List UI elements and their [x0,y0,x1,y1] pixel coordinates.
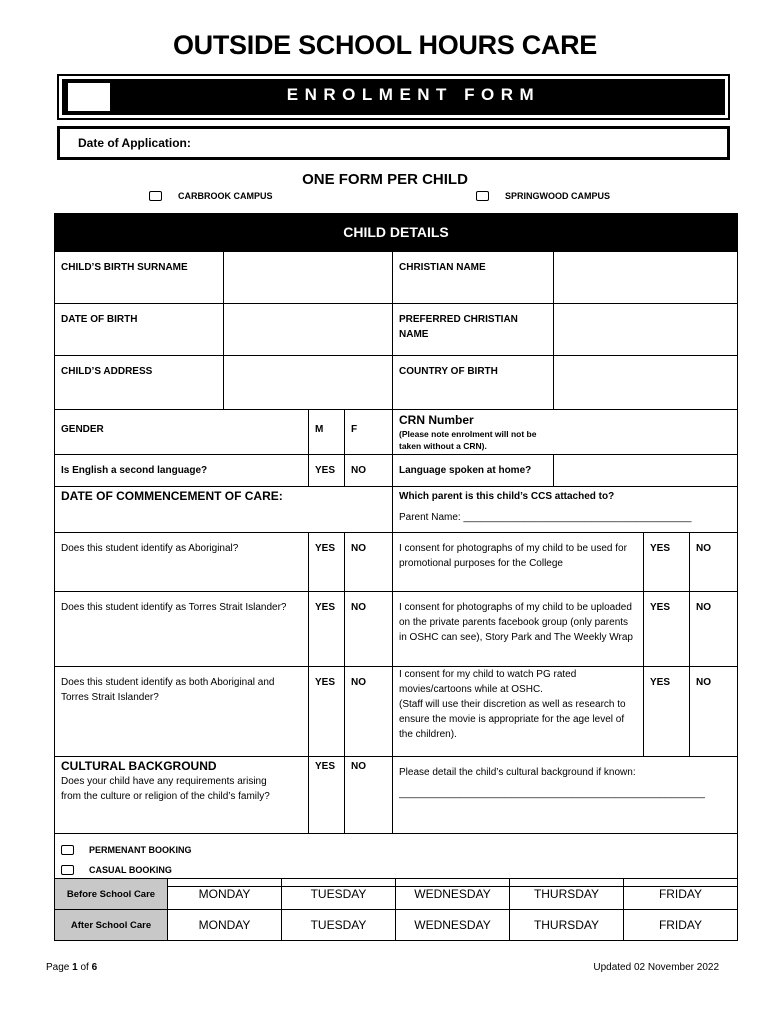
consent-movies-no[interactable]: NO [690,667,738,757]
crn-note: (Please note enrolment will not be taken without a CRN). [399,429,537,451]
cultural-question: Does your child have any requirements arising from the culture or religion of the child’s family? [61,776,270,802]
consent-facebook-yes[interactable]: YES [644,592,690,667]
enrolment-banner [57,74,730,120]
dob-input[interactable] [224,304,393,356]
gender-m-option[interactable]: M [309,410,345,455]
english-yes[interactable]: YES [309,455,345,487]
preferred-name-label: PREFERRED CHRISTIAN NAME [393,304,554,356]
language-home-input[interactable] [554,455,738,487]
consent-promo-no[interactable]: NO [690,533,738,592]
page-prefix: Page [46,962,73,973]
both-question: Does this student identify as both Aboriginal and Torres Strait Islander? [55,667,309,757]
consent-movies-note: (Staff will use their discretion as well as research to ensure the movie is appropriate for the age level of the children). [399,699,626,740]
preferred-name-input[interactable] [554,304,738,356]
campus-springwood[interactable] [476,191,610,201]
banner-title: ENROLMENT FORM [286,85,541,104]
springwood-checkbox[interactable] [476,191,489,201]
campus-carbrook[interactable] [149,191,273,201]
torres-question: Does this student identify as Torres Strait Islander? [55,592,309,667]
consent-movies-yes[interactable]: YES [644,667,690,757]
before-friday[interactable]: FRIDAY [624,879,738,910]
care-schedule-table [54,878,738,941]
page-of: of [77,962,92,973]
consent-promo-yes[interactable]: YES [644,533,690,592]
before-thursday[interactable]: THURSDAY [510,879,624,910]
crn-label: CRN Number [399,413,474,427]
after-school-label: After School Care [55,910,168,941]
christian-name-input[interactable] [554,252,738,304]
child-details-table [54,213,738,887]
cultural-yes[interactable]: YES [309,757,345,834]
casual-booking-checkbox[interactable] [61,865,74,875]
cultural-detail-line[interactable]: _______________________________________________________ [399,788,705,799]
birth-surname-input[interactable] [224,252,393,304]
christian-name-label: CHRISTIAN NAME [393,252,554,304]
casual-booking-label: CASUAL BOOKING [89,864,172,875]
after-monday[interactable]: MONDAY [168,910,282,941]
gender-label: GENDER [55,410,309,455]
after-wednesday[interactable]: WEDNESDAY [396,910,510,941]
before-school-label: Before School Care [55,879,168,910]
form-title: OUTSIDE SCHOOL HOURS CARE [172,30,598,60]
after-friday[interactable]: FRIDAY [624,910,738,941]
before-school-row [55,879,738,910]
both-yes[interactable]: YES [309,667,345,757]
torres-yes[interactable]: YES [309,592,345,667]
carbrook-label: CARBROOK CAMPUS [178,191,273,201]
date-of-application-field[interactable] [57,126,730,160]
carbrook-checkbox[interactable] [149,191,162,201]
both-no[interactable]: NO [345,667,393,757]
commencement-label: DATE OF COMMENCEMENT OF CARE: [61,489,283,503]
parent-name-line[interactable]: Parent Name: _________________________________________ [399,512,692,523]
address-input[interactable] [224,356,393,410]
aboriginal-question: Does this student identify as Aboriginal? [55,533,309,592]
dob-label: DATE OF BIRTH [55,304,224,356]
consent-facebook-no[interactable]: NO [690,592,738,667]
consent-promo-text: I consent for photographs of my child to be used for promotional purposes for the College [393,533,644,592]
before-wednesday[interactable]: WEDNESDAY [396,879,510,910]
address-label: CHILD’S ADDRESS [55,356,224,410]
ccs-parent-label: Which parent is this child’s CCS attached to? [399,491,615,502]
before-tuesday[interactable]: TUESDAY [282,879,396,910]
page-current: 1 [72,962,78,973]
permanent-booking-label: PERMENANT BOOKING [89,844,192,855]
page-total: 6 [91,962,98,973]
after-school-row [55,910,738,941]
casual-booking-option[interactable] [61,860,731,880]
birth-surname-label: CHILD’S BIRTH SURNAME [55,252,224,304]
english-no[interactable]: NO [345,455,393,487]
language-home-label: Language spoken at home? [393,455,554,487]
cultural-title: CULTURAL BACKGROUND [61,759,217,773]
gender-f-option[interactable]: F [345,410,393,455]
country-label: COUNTRY OF BIRTH [393,356,554,410]
consent-movies-text: I consent for my child to watch PG rated movies/cartoons while at OSHC. [399,669,577,695]
form-subtitle: ONE FORM PER CHILD [302,171,468,188]
after-thursday[interactable]: THURSDAY [510,910,624,941]
updated-date: Updated 02 November 2022 [593,962,719,973]
cultural-no[interactable]: NO [345,757,393,834]
english-second-label: Is English a second language? [55,455,309,487]
springwood-label: SPRINGWOOD CAMPUS [505,191,611,201]
consent-facebook-text: I consent for photographs of my child to be uploaded on the private parents facebook group (only parents in OSHC can see), Story Park and The Weekly Wrap [393,592,644,667]
torres-no[interactable]: NO [345,592,393,667]
cultural-detail-label: Please detail the child’s cultural background if known: [399,767,636,778]
after-tuesday[interactable]: TUESDAY [282,910,396,941]
date-of-application-label: Date of Application: [78,136,191,150]
child-details-header: CHILD DETAILS [55,214,738,252]
before-monday[interactable]: MONDAY [168,879,282,910]
aboriginal-no[interactable]: NO [345,533,393,592]
page-number [46,962,97,973]
permanent-booking-checkbox[interactable] [61,845,74,855]
permanent-booking-option[interactable] [61,840,731,860]
aboriginal-yes[interactable]: YES [309,533,345,592]
country-input[interactable] [554,356,738,410]
